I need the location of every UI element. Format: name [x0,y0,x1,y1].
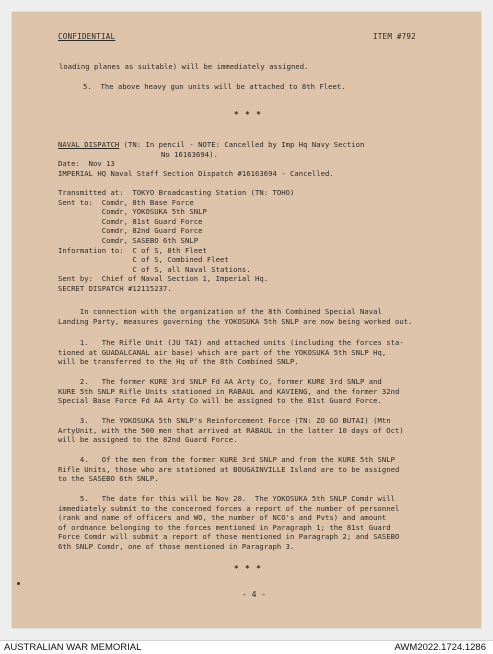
info-to-2: C of S, all Naval Stations. [58,264,251,274]
para5-line-4: Force Comdr will submit a report of those mentioned in Paragraph 2; and SASEBO [58,532,400,542]
archive-reference: AWM2022.1724.1286 [394,642,486,653]
transmitted-line: Transmitted at: TOKYO Broadcasting Station (TN: TOHO) [58,188,295,197]
naval-dispatch-label: NAVAL DISPATCH [58,140,120,149]
para5-line-2: (rank and name of officers and WO, the number of NCO's and Pvts) and amount [58,513,387,523]
separator-bottom: * * * [234,564,262,573]
document-page [12,12,481,628]
para4-line-1: Rifle Units, those who are stationed at BOUGAINVILLE Island are to be assigned [58,464,400,474]
dispatch-note-1: (TN: In pencil - NOTE: Cancelled by Imp Hq Navy Section [119,140,365,149]
dispatch-header [58,140,364,150]
para3-line-1: ArtyUnit, with the 500 men that arrived at RABAUL in the latter 10 days of Oct) [58,425,404,435]
sent-to-1: Comdr, YOKOSUKA 5th SNLP [58,207,207,217]
para5-line-5: 6th SNLP Comdr, one of those mentioned in Paragraph 3. [58,542,295,551]
paragraph-5-top: 5. The above heavy gun units will be attached to 8th Fleet. [83,82,346,91]
para3-line-0: 3. The YOKOSUKA 5th SNLP's Reinforcement Force (TN: ZO GO BUTAI) (Mtn [58,416,391,425]
archive-name: AUSTRALIAN WAR MEMORIAL [4,642,142,653]
para3-line-2: will be assigned to the 82nd Guard Force. [58,435,238,445]
dispatch-note-2: No 16163694). [161,149,218,159]
sent-by: Sent by: Chief of Naval Section 1, Imperial Hq. [58,274,269,284]
date-line: Date: Nov 13 [58,159,115,169]
para5-line-0: 5. The date for this will be Nov 20. The YOKOSUKA 5th SNLP Comdr will [58,494,396,503]
sent-to-0: Sent to: Comdr, 8th Base Force [58,197,194,207]
info-to-0: Information to: C of S, 8th Fleet [58,245,207,255]
para1-line-2: will be transferred to the Hq of the 8th Combined SNLP. [58,357,299,367]
sent-to-4: Comdr, SASEBO 6th SNLP [58,236,199,245]
intro-line-1: Landing Party, measures governing the YOKOSUKA 5th SNLP are now being worked out. [58,316,413,326]
sent-to-3: Comdr, 82nd Guard Force [58,226,203,236]
para4-line-0: 4. Of the men from the former KURE 3rd SNLP and from the KURE 5th SNLP [58,455,396,464]
separator-top: * * * [234,110,262,119]
imperial-line: IMPERIAL HQ Naval Staff Section Dispatch #16163694 - Cancelled. [58,168,334,178]
secret-dispatch: SECRET DISPATCH #12115237. [58,284,172,293]
loading-line: loading planes as suitable) will be immediately assigned. [59,62,309,71]
archive-footer [0,640,493,654]
para1-line-0: 1. The Rifle Unit (JU TAI) and attached units (including the forces sta- [58,338,404,347]
intro-line-0: In connection with the organization of the 8th Combined Special Naval [58,307,382,316]
page-number: - 4 - [242,590,267,599]
para4-line-2: to the SASEBO 6th SNLP. [58,474,159,484]
punch-mark [17,582,20,585]
para2-line-0: 2. The former KURE 3rd SNLP Fd AA Arty Co, former KURE 3rd SNLP and [58,377,382,386]
info-to-1: C of S, Combined Fleet [58,255,229,265]
para1-line-1: tioned at GUADALCANAL air base) which are part of the YOKOSUKA 5th SNLP Hq, [58,347,387,357]
para5-line-1: immediately submit to the concerned forces a report of the number of personnel [58,503,400,513]
item-number: ITEM #792 [373,32,416,41]
sent-to-2: Comdr, 81st Guard Force [58,216,203,226]
para2-line-1: KURE 5th SNLP Rifle Units stationed in RABAUL and KAVIENG, and the former 32nd [58,386,400,396]
para2-line-2: Special Base Force Fd AA Arty Co will be assigned to the 81st Guard Force. [58,396,382,406]
classification-header: CONFIDENTIAL [58,32,116,41]
para5-line-3: of ordnance belonging to the forces mentioned in Paragraph 1; the 81st Guard [58,522,391,532]
